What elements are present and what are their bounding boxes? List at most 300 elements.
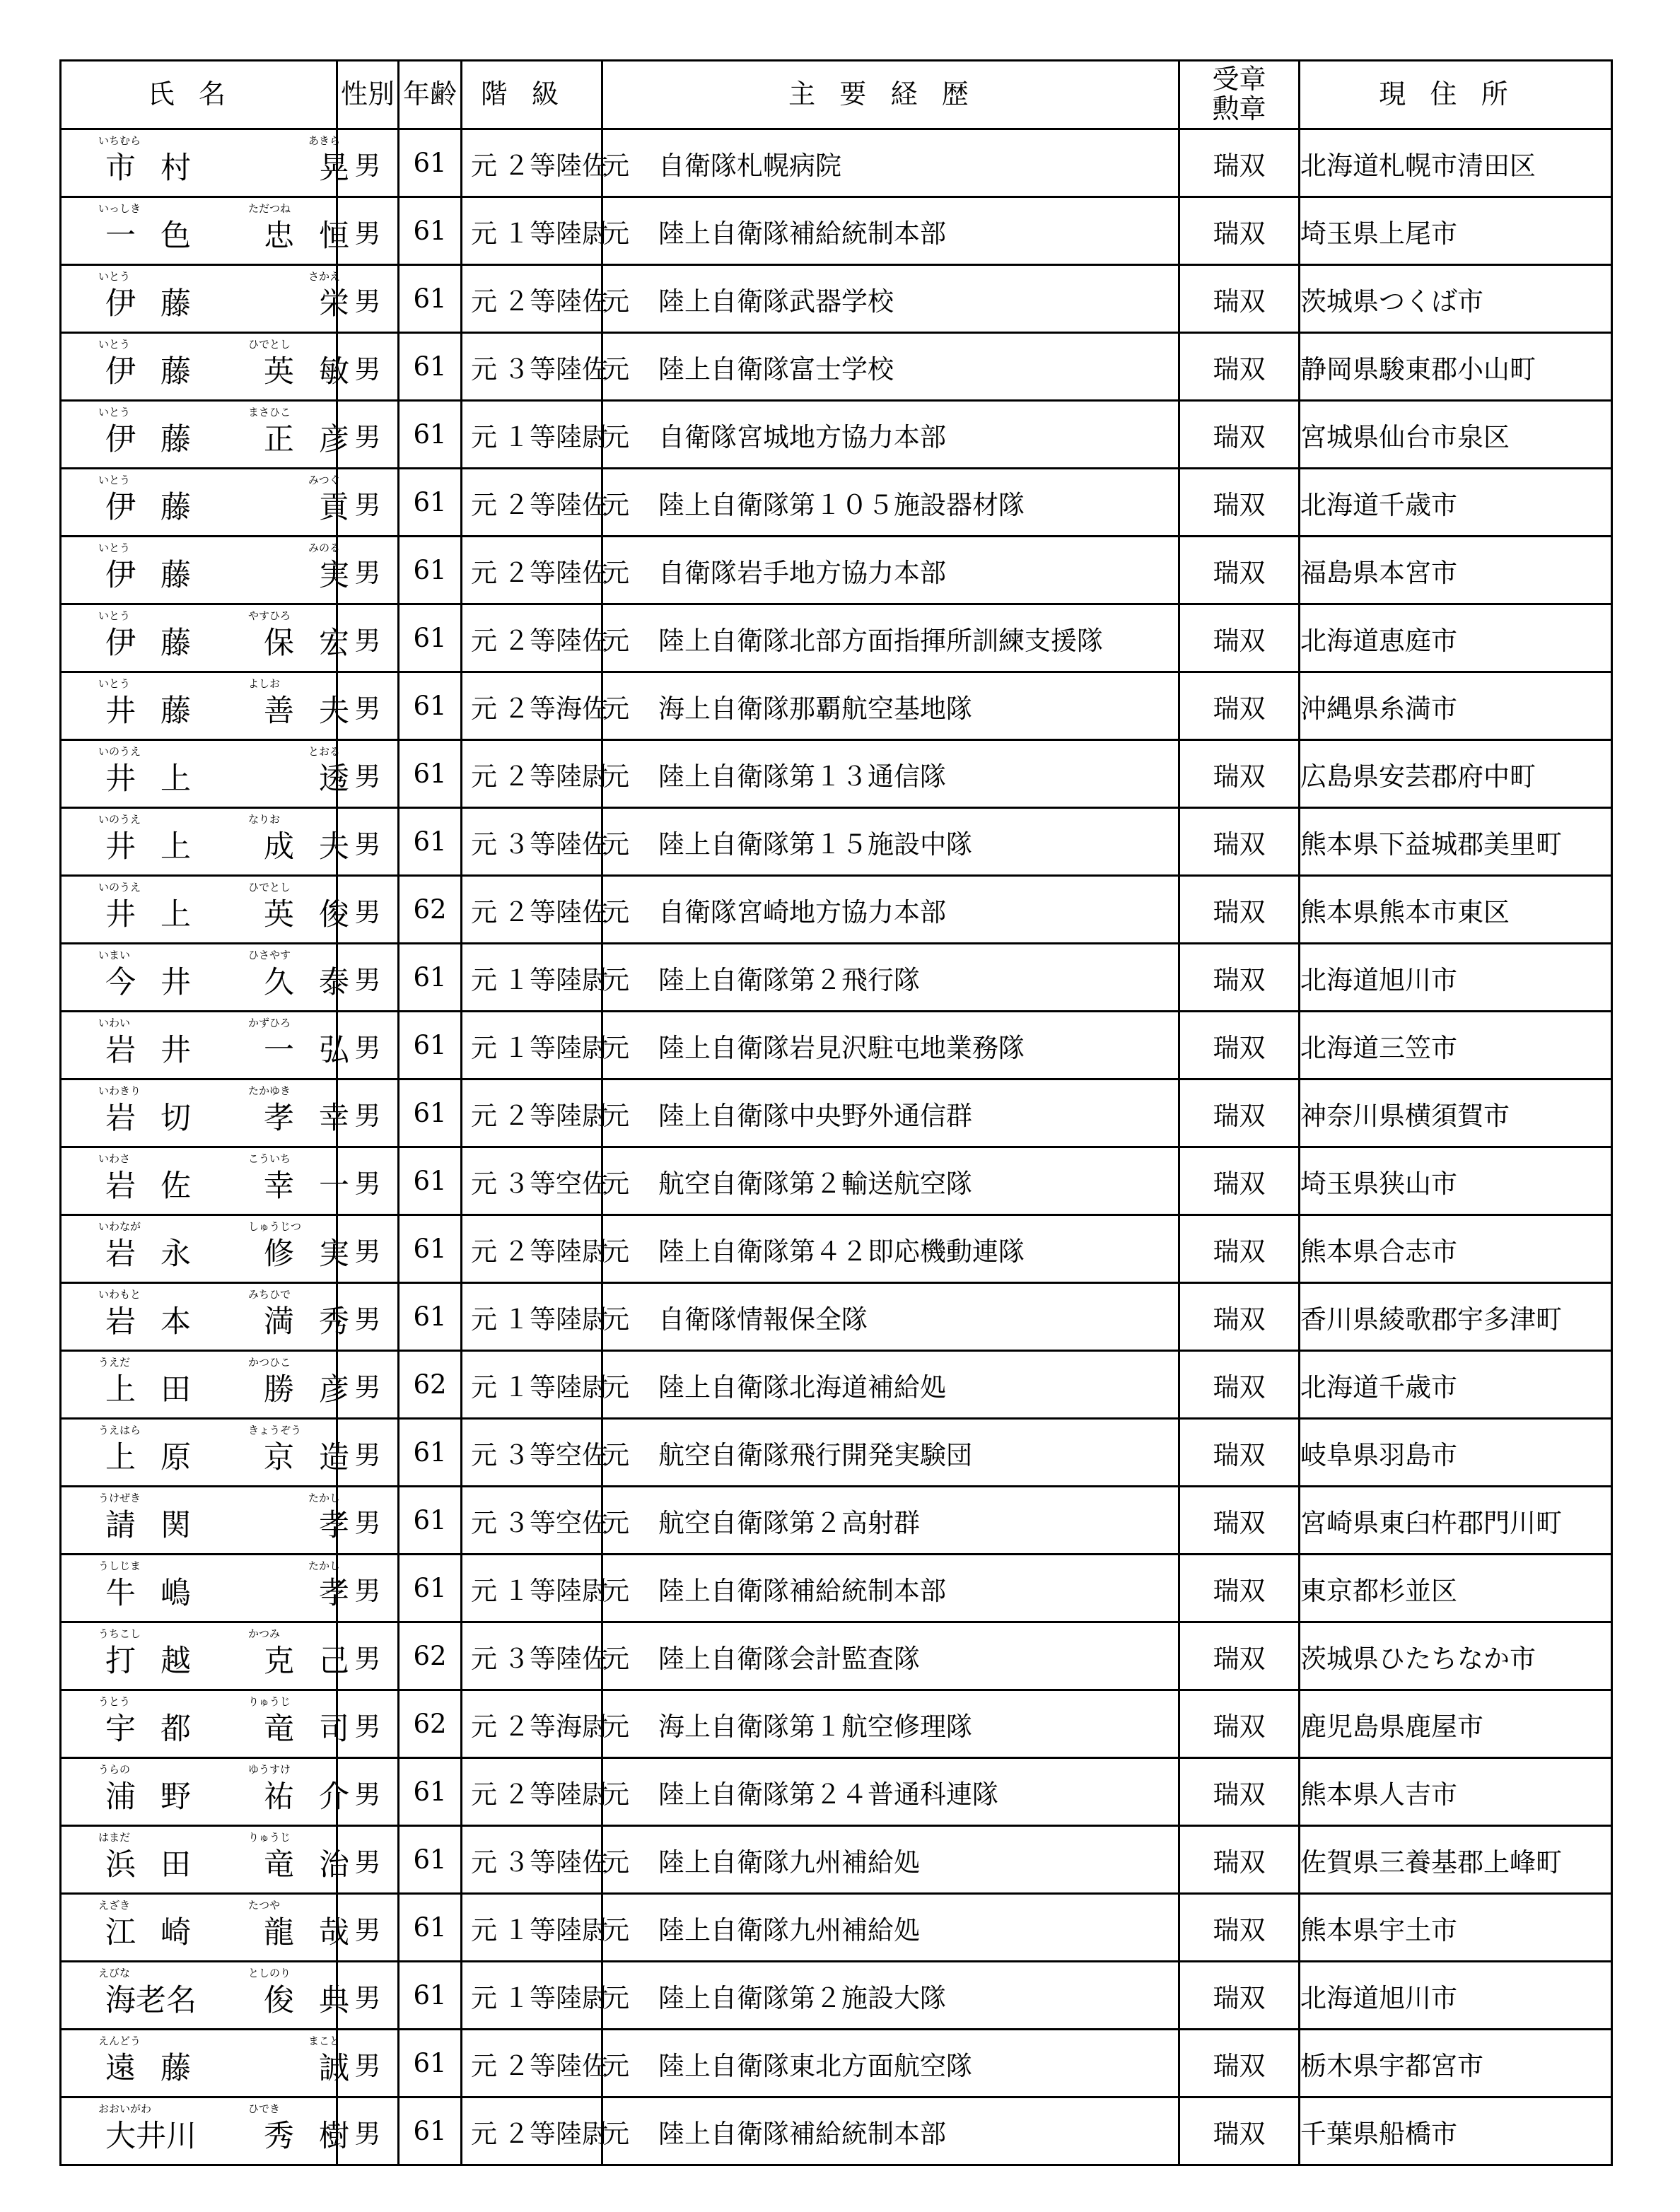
career-value: 陸上自衛隊中央野外通信群: [658, 1100, 972, 1131]
career-cell: [602, 333, 1179, 401]
rank-prefix: 元: [471, 1168, 497, 1199]
rank-cell: [462, 944, 608, 1012]
name-kanji-line: [62, 1099, 349, 1138]
sex-cell: 男: [337, 1351, 399, 1419]
name-cell: [61, 401, 349, 469]
name-char: 彦: [319, 422, 349, 457]
name-char: 井: [161, 1033, 191, 1068]
name-char: 透: [319, 761, 349, 797]
career-value: 陸上自衛隊第１５施設中隊: [658, 829, 972, 860]
furigana-line: [62, 1356, 336, 1369]
name-char: 司: [319, 1711, 349, 1747]
career-value: 陸上自衛隊第４２即応機動連隊: [658, 1236, 1025, 1267]
furigana: よしお: [248, 677, 281, 690]
name-char: 己: [319, 1644, 349, 1679]
sex-cell: 男: [337, 2097, 399, 2165]
rank-cell: [462, 197, 608, 265]
career-cell: [602, 197, 1179, 265]
name-cell: [61, 265, 349, 333]
name-char: 田: [161, 1847, 191, 1883]
career-cell: [602, 1962, 1179, 2030]
sex-cell: 男: [337, 1419, 399, 1487]
name-char: 善: [264, 694, 294, 729]
award-cell: 瑞双: [1179, 469, 1300, 537]
name-cell: [61, 2030, 349, 2097]
table-row: [61, 1147, 1612, 1215]
age-cell: 61: [399, 469, 462, 537]
name-cell: [61, 604, 349, 672]
age-cell: 61: [399, 808, 462, 876]
name-char: 哉: [319, 1915, 349, 1950]
career-prefix: 元: [603, 353, 629, 385]
name-kanji-line: [62, 2049, 349, 2088]
sex-cell: 男: [337, 1622, 399, 1690]
furigana: りゅうじ: [248, 1831, 291, 1844]
award-cell: 瑞双: [1179, 672, 1300, 740]
name-char: 一: [319, 1169, 349, 1204]
name-char: 満: [264, 1304, 294, 1340]
rank-prefix: 元: [471, 1032, 497, 1063]
rank-prefix: 元: [471, 693, 497, 724]
award-cell: 瑞双: [1179, 1079, 1300, 1147]
age-cell: 61: [399, 944, 462, 1012]
sex-cell: 男: [337, 1555, 399, 1622]
award-cell: 瑞双: [1179, 265, 1300, 333]
furigana: とおる: [308, 745, 341, 758]
table-row: [61, 1826, 1612, 1894]
rank-prefix: 元: [471, 1236, 497, 1267]
name-kanji-line: [62, 216, 349, 256]
career-cell: [602, 740, 1179, 808]
furigana: みのる: [308, 542, 341, 554]
name-cell: [61, 1215, 349, 1283]
address-cell: 北海道三笠市: [1300, 1012, 1612, 1079]
award-cell: 瑞双: [1179, 1147, 1300, 1215]
name-cell: [61, 2097, 349, 2165]
name-kanji-line: [62, 284, 349, 324]
rank-cell: [462, 333, 608, 401]
rank-value: ３等陸佐: [503, 1847, 608, 1878]
rank-value: １等陸尉: [503, 218, 608, 249]
name-char: 岩: [105, 1101, 136, 1136]
table-row: [61, 740, 1612, 808]
sex-cell: 男: [337, 1012, 399, 1079]
sex-cell: 男: [337, 808, 399, 876]
career-value: 自衛隊宮崎地方協力本部: [658, 896, 946, 927]
name-char: 井: [105, 694, 136, 729]
age-cell: 61: [399, 1826, 462, 1894]
name-cell: [61, 537, 349, 604]
rank-value: ２等陸佐: [503, 150, 608, 181]
career-value: 陸上自衛隊東北方面航空隊: [658, 2050, 972, 2081]
sex-cell: 男: [337, 1826, 399, 1894]
rank-prefix: 元: [471, 421, 497, 452]
award-cell: 瑞双: [1179, 537, 1300, 604]
furigana: うえだ: [98, 1356, 131, 1369]
name-char: 上: [161, 829, 191, 865]
name-char: 市: [105, 151, 136, 186]
sex-cell: 男: [337, 1758, 399, 1826]
furigana: いちむら: [98, 134, 141, 147]
age-cell: 62: [399, 1690, 462, 1758]
name-cell: [61, 1894, 349, 1962]
name-char: 遠: [105, 2051, 136, 2086]
furigana-line: [62, 406, 336, 419]
rank-prefix: 元: [471, 286, 497, 317]
name-char: 泰: [319, 965, 349, 1000]
address-cell: 沖縄県糸満市: [1300, 672, 1612, 740]
name-char: 原: [161, 1440, 191, 1475]
rank-cell: [462, 1147, 608, 1215]
sex-cell: 男: [337, 1894, 399, 1962]
name-char: 孝: [319, 1508, 349, 1543]
rank-prefix: 元: [471, 896, 497, 927]
name-char: 忠: [264, 218, 294, 254]
furigana: さかえ: [308, 270, 341, 283]
age-cell: 61: [399, 1012, 462, 1079]
age-cell: 61: [399, 1147, 462, 1215]
name-char: 京: [264, 1440, 294, 1475]
furigana: いっしき: [98, 202, 141, 215]
name-char: 実: [319, 558, 349, 593]
name-char: 俊: [319, 897, 349, 932]
career-cell: [602, 537, 1179, 604]
name-char: 上: [105, 1440, 136, 1475]
career-cell: [602, 401, 1179, 469]
name-cell: [61, 808, 349, 876]
address-cell: 茨城県つくば市: [1300, 265, 1612, 333]
rank-prefix: 元: [471, 1507, 497, 1538]
furigana: いわい: [98, 1017, 131, 1029]
rank-value: １等陸尉: [503, 964, 608, 995]
name-kanji-line: [62, 1438, 349, 1477]
award-cell: 瑞双: [1179, 1555, 1300, 1622]
furigana: いわきり: [98, 1084, 141, 1097]
rank-prefix: 元: [471, 964, 497, 995]
furigana-line: [62, 2102, 336, 2115]
name-char: 恒: [319, 218, 349, 254]
furigana: ひでとし: [248, 881, 291, 894]
name-cell: [61, 1283, 349, 1351]
table-row: [61, 1012, 1612, 1079]
career-prefix: 元: [603, 150, 629, 181]
name-char: 一: [264, 1033, 294, 1068]
address-cell: 熊本県熊本市東区: [1300, 876, 1612, 944]
name-char: 久: [264, 965, 294, 1000]
name-char: 伊: [105, 558, 136, 593]
name-kanji-line: [62, 556, 349, 595]
furigana: えんどう: [98, 2035, 141, 2047]
name-cell: [61, 1147, 349, 1215]
name-char: 晃: [319, 151, 349, 186]
name-kanji-line: [62, 1777, 349, 1817]
name-kanji-line: [62, 2117, 349, 2156]
header-row: [61, 61, 1612, 129]
award-cell: 瑞双: [1179, 1758, 1300, 1826]
award-cell: 瑞双: [1179, 1419, 1300, 1487]
name-kanji-line: [62, 1166, 349, 1206]
rank-value: １等陸尉: [503, 1032, 608, 1063]
furigana: あきら: [308, 134, 341, 147]
career-cell: [602, 2030, 1179, 2097]
age-cell: 62: [399, 876, 462, 944]
rank-prefix: 元: [471, 150, 497, 181]
name-cell: [61, 1419, 349, 1487]
table-row: [61, 672, 1612, 740]
name-char: 浜: [105, 1847, 136, 1883]
furigana-line: [62, 1288, 336, 1301]
address-cell: 広島県安芸郡府中町: [1300, 740, 1612, 808]
address-cell: 福島県本宮市: [1300, 537, 1612, 604]
address-cell: 静岡県駿東郡小山町: [1300, 333, 1612, 401]
furigana: いとう: [98, 474, 131, 486]
age-cell: 61: [399, 2030, 462, 2097]
career-value: 陸上自衛隊補給統制本部: [658, 2118, 946, 2149]
career-cell: [602, 876, 1179, 944]
rank-cell: [462, 876, 608, 944]
career-prefix: 元: [603, 1032, 629, 1063]
name-kanji-line: [62, 827, 349, 867]
career-cell: [602, 1419, 1179, 1487]
name-kanji-line: [62, 1709, 349, 1749]
sex-cell: 男: [337, 1487, 399, 1555]
rank-prefix: 元: [471, 1575, 497, 1606]
age-cell: 61: [399, 740, 462, 808]
rank-prefix: 元: [471, 1982, 497, 2013]
sex-cell: 男: [337, 1079, 399, 1147]
career-value: 陸上自衛隊第２４普通科連隊: [658, 1779, 998, 1810]
furigana: いのうえ: [98, 745, 141, 758]
furigana-line: [62, 1559, 341, 1572]
address-cell: 北海道旭川市: [1300, 944, 1612, 1012]
name-kanji-line: [62, 624, 349, 663]
furigana: かつひこ: [248, 1356, 291, 1369]
name-kanji-line: [62, 488, 349, 527]
rank-cell: [462, 1894, 608, 1962]
rank-prefix: 元: [471, 218, 497, 249]
career-prefix: 元: [603, 557, 629, 588]
name-char: 伊: [105, 490, 136, 525]
name-char: 嶋: [161, 1576, 191, 1611]
sex-cell: 男: [337, 672, 399, 740]
sex-cell: 男: [337, 1147, 399, 1215]
award-cell: 瑞双: [1179, 808, 1300, 876]
name-kanji-line: [62, 691, 349, 731]
furigana: ゆうすけ: [248, 1763, 291, 1776]
furigana-line: [62, 1763, 336, 1776]
furigana: うらの: [98, 1763, 131, 1776]
age-cell: 61: [399, 1555, 462, 1622]
sex-cell: 男: [337, 333, 399, 401]
header-sex: 性別: [337, 61, 399, 129]
name-char: 藤: [161, 694, 191, 729]
age-cell: 62: [399, 1351, 462, 1419]
name-char: 岩: [105, 1169, 136, 1204]
rank-prefix: 元: [471, 829, 497, 860]
award-cell: 瑞双: [1179, 1283, 1300, 1351]
furigana: いのうえ: [98, 881, 141, 894]
name-char: 保: [264, 626, 294, 661]
table-row: [61, 1555, 1612, 1622]
award-cell: 瑞双: [1179, 1012, 1300, 1079]
rank-value: ２等海尉: [503, 1711, 608, 1742]
header-award-line1: 受章: [1212, 64, 1266, 95]
name-char: 崎: [161, 1915, 191, 1950]
furigana: いとう: [98, 338, 131, 351]
age-cell: 61: [399, 401, 462, 469]
furigana: まこと: [308, 2035, 341, 2047]
furigana: うちこし: [98, 1627, 141, 1640]
furigana: かずひろ: [248, 1017, 291, 1029]
career-prefix: 元: [603, 218, 629, 249]
furigana-line: [62, 1627, 336, 1640]
table-row: [61, 1622, 1612, 1690]
name-char: 切: [161, 1101, 191, 1136]
name-char: 藤: [161, 626, 191, 661]
name-char: 夫: [319, 694, 349, 729]
name-char: 井: [161, 965, 191, 1000]
age-cell: 61: [399, 537, 462, 604]
table-row: [61, 876, 1612, 944]
address-cell: 栃木県宇都宮市: [1300, 2030, 1612, 2097]
name-char: 海老名: [105, 1983, 197, 2018]
career-prefix: 元: [603, 1982, 629, 2013]
rank-prefix: 元: [471, 1371, 497, 1403]
rank-prefix: 元: [471, 1711, 497, 1742]
career-cell: [602, 129, 1179, 197]
rank-cell: [462, 1215, 608, 1283]
career-value: 航空自衛隊第２高射群: [658, 1507, 920, 1538]
name-char: 介: [319, 1779, 349, 1815]
name-char: 龍: [264, 1915, 294, 1950]
table-row: [61, 1487, 1612, 1555]
career-cell: [602, 1622, 1179, 1690]
furigana: しゅうじつ: [248, 1220, 302, 1233]
name-char: 彦: [319, 1372, 349, 1408]
career-value: 航空自衛隊飛行開発実験団: [658, 1439, 972, 1470]
table-row: [61, 129, 1612, 197]
name-char: 岩: [105, 1236, 136, 1272]
roster-table: [59, 59, 1613, 2166]
name-kanji-line: [62, 352, 349, 392]
rank-cell: [462, 1283, 608, 1351]
career-cell: [602, 1487, 1179, 1555]
name-char: 上: [105, 1372, 136, 1408]
address-cell: 熊本県合志市: [1300, 1215, 1612, 1283]
name-char: 造: [319, 1440, 349, 1475]
furigana-line: [62, 1695, 336, 1708]
furigana: たかゆき: [248, 1084, 291, 1097]
career-prefix: 元: [603, 1575, 629, 1606]
career-cell: [602, 808, 1179, 876]
rank-value: ２等陸佐: [503, 286, 608, 317]
sex-cell: 男: [337, 2030, 399, 2097]
name-char: 祐: [264, 1779, 294, 1815]
furigana-line: [62, 134, 341, 147]
name-kanji-line: [62, 1845, 349, 1885]
rank-value: ２等陸尉: [503, 761, 608, 792]
name-char: 夫: [319, 829, 349, 865]
sex-cell: 男: [337, 604, 399, 672]
age-cell: 61: [399, 604, 462, 672]
career-prefix: 元: [603, 1779, 629, 1810]
name-char: 上: [161, 897, 191, 932]
furigana: たかし: [308, 1559, 341, 1572]
name-char: 今: [105, 965, 136, 1000]
name-char: 実: [319, 1236, 349, 1272]
furigana: まさひこ: [248, 406, 291, 419]
career-prefix: 元: [603, 964, 629, 995]
name-char: 牛: [105, 1576, 136, 1611]
name-char: 典: [319, 1983, 349, 2018]
address-cell: 熊本県下益城郡美里町: [1300, 808, 1612, 876]
award-cell: 瑞双: [1179, 401, 1300, 469]
rank-value: ３等陸佐: [503, 353, 608, 385]
career-cell: [602, 1147, 1179, 1215]
age-cell: 61: [399, 333, 462, 401]
furigana: いとう: [98, 677, 131, 690]
name-char: 浦: [105, 1779, 136, 1815]
table-row: [61, 1419, 1612, 1487]
furigana-line: [62, 949, 336, 961]
rank-cell: [462, 1487, 608, 1555]
career-cell: [602, 944, 1179, 1012]
furigana: いとう: [98, 609, 131, 622]
rank-cell: [462, 1826, 608, 1894]
furigana-line: [62, 1017, 336, 1029]
name-char: 竜: [264, 1711, 294, 1747]
furigana: やすひろ: [248, 609, 291, 622]
rank-value: ２等陸佐: [503, 557, 608, 588]
furigana: みつぐ: [308, 474, 340, 486]
award-cell: 瑞双: [1179, 1351, 1300, 1419]
name-char: 岩: [105, 1304, 136, 1340]
table-row: [61, 1690, 1612, 1758]
address-cell: 千葉県船橋市: [1300, 2097, 1612, 2165]
header-address: 現住所: [1300, 61, 1612, 129]
career-cell: [602, 604, 1179, 672]
name-char: 大井川: [105, 2119, 197, 2154]
career-prefix: 元: [603, 489, 629, 520]
name-char: 田: [161, 1372, 191, 1408]
name-char: 野: [161, 1779, 191, 1815]
address-cell: 岐阜県羽島市: [1300, 1419, 1612, 1487]
header-award: [1179, 61, 1300, 129]
sex-cell: 男: [337, 740, 399, 808]
career-cell: [602, 1079, 1179, 1147]
sex-cell: 男: [337, 401, 399, 469]
rank-prefix: 元: [471, 557, 497, 588]
age-cell: 61: [399, 1758, 462, 1826]
career-value: 自衛隊岩手地方協力本部: [658, 557, 946, 588]
furigana: うえはら: [98, 1424, 141, 1436]
header-name: 氏名: [61, 61, 337, 129]
furigana: いのうえ: [98, 813, 141, 826]
furigana: いわなが: [98, 1220, 141, 1233]
name-char: 江: [105, 1915, 136, 1950]
career-cell: [602, 1215, 1179, 1283]
name-char: 誠: [319, 2051, 349, 2086]
furigana-line: [62, 745, 341, 758]
table-row: [61, 1894, 1612, 1962]
career-prefix: 元: [603, 761, 629, 792]
rank-cell: [462, 1690, 608, 1758]
name-cell: [61, 333, 349, 401]
career-value: 陸上自衛隊九州補給処: [658, 1914, 920, 1945]
career-cell: [602, 1351, 1179, 1419]
rank-prefix: 元: [471, 2050, 497, 2081]
rank-prefix: 元: [471, 1304, 497, 1335]
